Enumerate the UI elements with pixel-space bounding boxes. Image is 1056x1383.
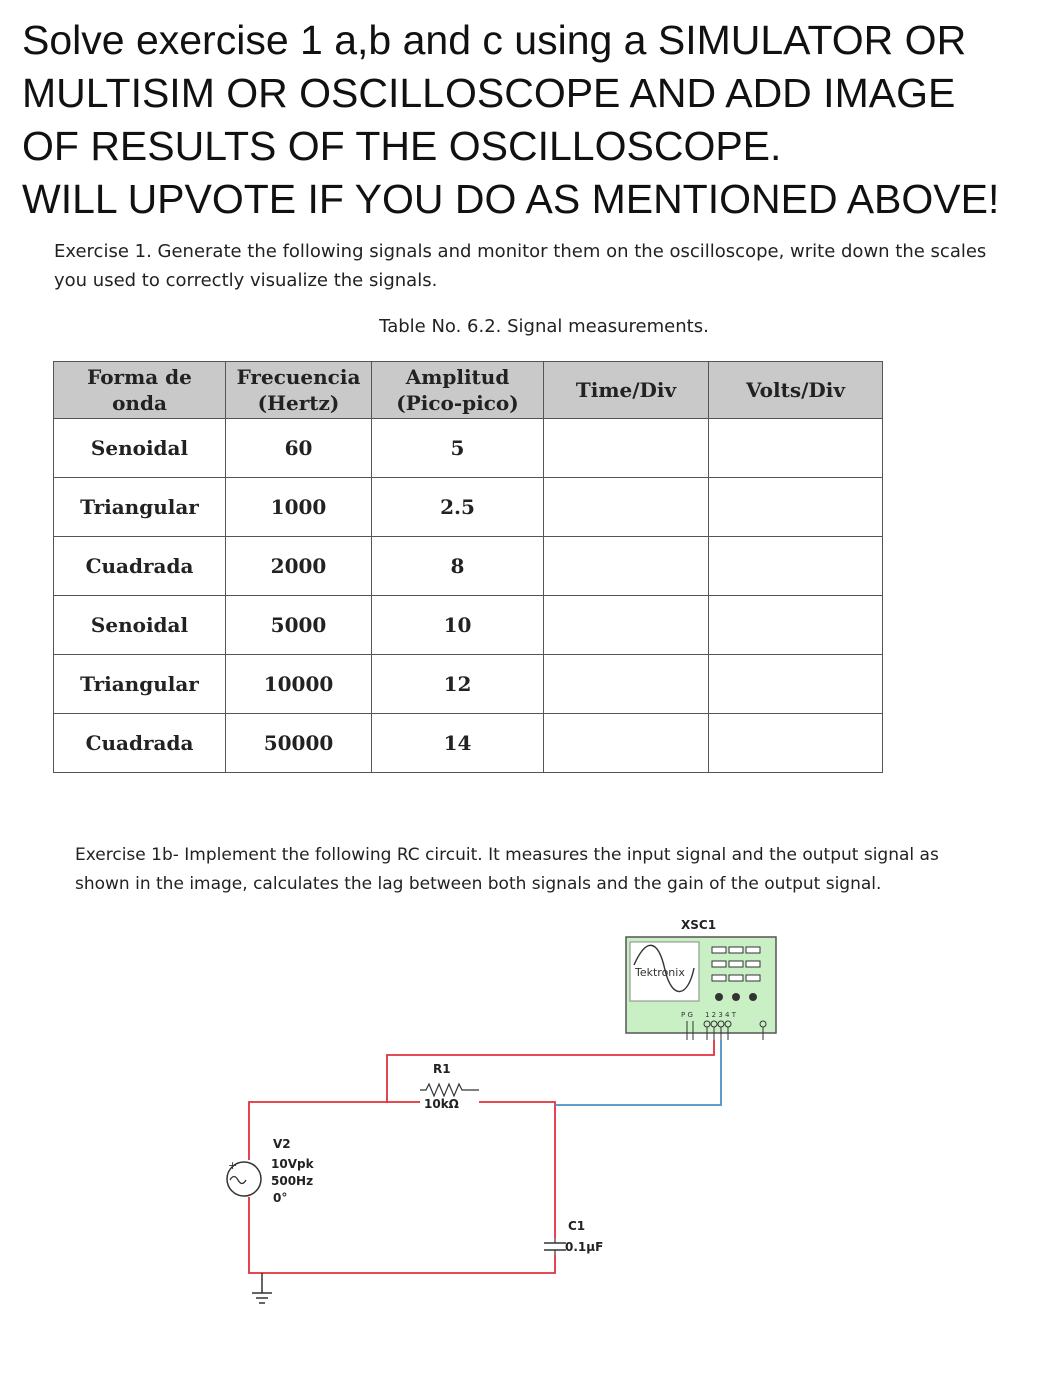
table-caption-text: Table No. 6.2. Signal measurements.: [379, 316, 709, 337]
source-name: V2: [273, 1137, 291, 1151]
resistor-value: 10kΩ: [424, 1097, 459, 1111]
cell-waveform: Senoidal: [54, 596, 226, 655]
headline-line-2: MULTISIM OR OSCILLOSCOPE AND ADD IMAGE: [22, 70, 956, 116]
cell-amplitude: 12: [372, 655, 544, 714]
headline-line-3: OF RESULTS OF THE OSCILLOSCOPE.: [22, 123, 782, 169]
cell-frequency: 5000: [226, 596, 372, 655]
cell-amplitude: 2.5: [372, 478, 544, 537]
cell-frequency: 50000: [226, 714, 372, 773]
exercise-1b-line-2: shown in the image, calculates the lag between both signals and the gain of the output signal.: [75, 874, 882, 894]
cell-waveform: Cuadrada: [54, 537, 226, 596]
header-amplitude-l1: Amplitud: [405, 365, 510, 389]
header-waveform-l2: onda: [112, 391, 167, 415]
headline-line-1: Solve exercise 1 a,b and c using a SIMULATOR OR: [22, 17, 967, 63]
header-waveform-l1: Forma de: [87, 365, 192, 389]
ground-icon: [252, 1273, 272, 1303]
header-volts-div-l1: Volts/Div: [746, 378, 845, 402]
cell-waveform: Triangular: [54, 655, 226, 714]
cell-waveform: Cuadrada: [54, 714, 226, 773]
scope-buttons-icon: [712, 947, 760, 981]
scope-knobs-icon: [715, 993, 757, 1001]
exercise-1b-line-1: Exercise 1b- Implement the following RC circuit. It measures the input signal and the output signal as: [75, 845, 939, 865]
cell-amplitude: 5: [372, 419, 544, 478]
cell-amplitude: 14: [372, 714, 544, 773]
header-frequency-l1: Frecuencia: [236, 365, 361, 389]
scope-brand: Tektronix: [635, 966, 685, 979]
cell-frequency: 10000: [226, 655, 372, 714]
cell-waveform: Triangular: [54, 478, 226, 537]
header-time-div-l1: Time/Div: [575, 378, 677, 402]
capacitor-value: 0.1µF: [565, 1240, 604, 1254]
resistor-r1: [420, 1062, 479, 1111]
ac-source-v2: [227, 1137, 315, 1205]
oscilloscope: [626, 918, 776, 1040]
scope-name: XSC1: [681, 918, 717, 932]
source-frequency: 500Hz: [271, 1174, 314, 1188]
capacitor-name: C1: [568, 1219, 586, 1233]
cell-waveform: Senoidal: [54, 419, 226, 478]
cell-frequency: 2000: [226, 537, 372, 596]
cell-amplitude: 8: [372, 537, 544, 596]
scope-terminals-left: P G: [681, 1011, 693, 1019]
header-amplitude-l2: (Pico-pico): [396, 391, 519, 415]
source-amplitude: 10Vpk: [271, 1157, 314, 1171]
resistor-name: R1: [433, 1062, 451, 1076]
scope-terminals-nums: 1 2 3 4 T: [705, 1011, 736, 1019]
exercise-1-line-2: you used to correctly visualize the signals.: [54, 270, 438, 291]
header-frequency-l2: (Hertz): [257, 391, 340, 415]
exercise-1-line-1: Exercise 1. Generate the following signals and monitor them on the oscilloscope, write down the scales: [54, 241, 987, 262]
capacitor-c1: [544, 1219, 603, 1255]
red-wires: [249, 1040, 714, 1273]
source-plus-icon: +: [228, 1159, 238, 1172]
cell-frequency: 60: [226, 419, 372, 478]
cell-amplitude: 10: [372, 596, 544, 655]
blue-wire: [555, 1040, 721, 1105]
headline-line-4: WILL UPVOTE IF YOU DO AS MENTIONED ABOVE!: [22, 176, 1000, 222]
source-phase: 0°: [273, 1191, 288, 1205]
resistor-icon: [420, 1084, 479, 1096]
cell-frequency: 1000: [226, 478, 372, 537]
